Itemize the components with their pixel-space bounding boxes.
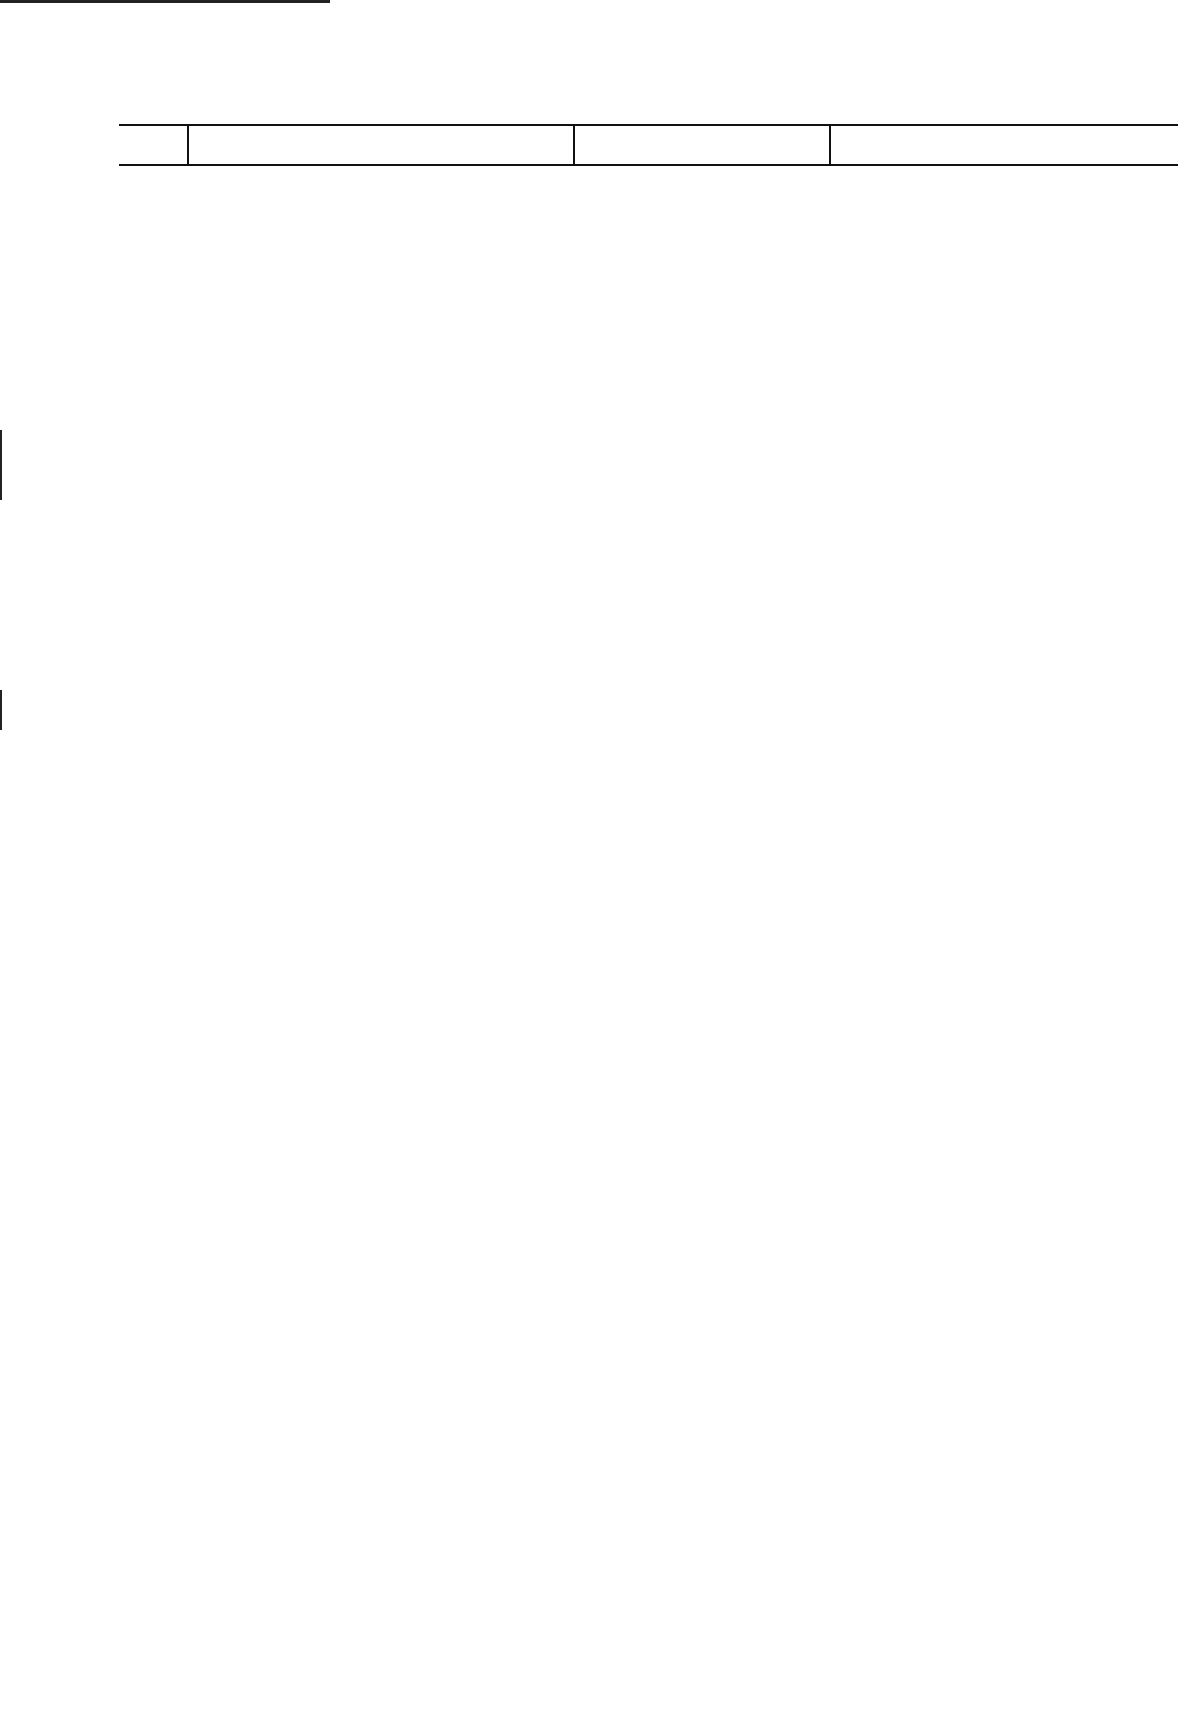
scan-edge-top [0, 0, 330, 3]
header-divider-3 [829, 124, 831, 165]
header-bottom-border [119, 164, 1178, 166]
header-divider-1 [187, 124, 189, 165]
header-divider-2 [573, 124, 575, 165]
scan-edge-left-1 [0, 430, 2, 500]
header-top-border [119, 124, 1178, 126]
scan-edge-left-2 [0, 690, 2, 730]
